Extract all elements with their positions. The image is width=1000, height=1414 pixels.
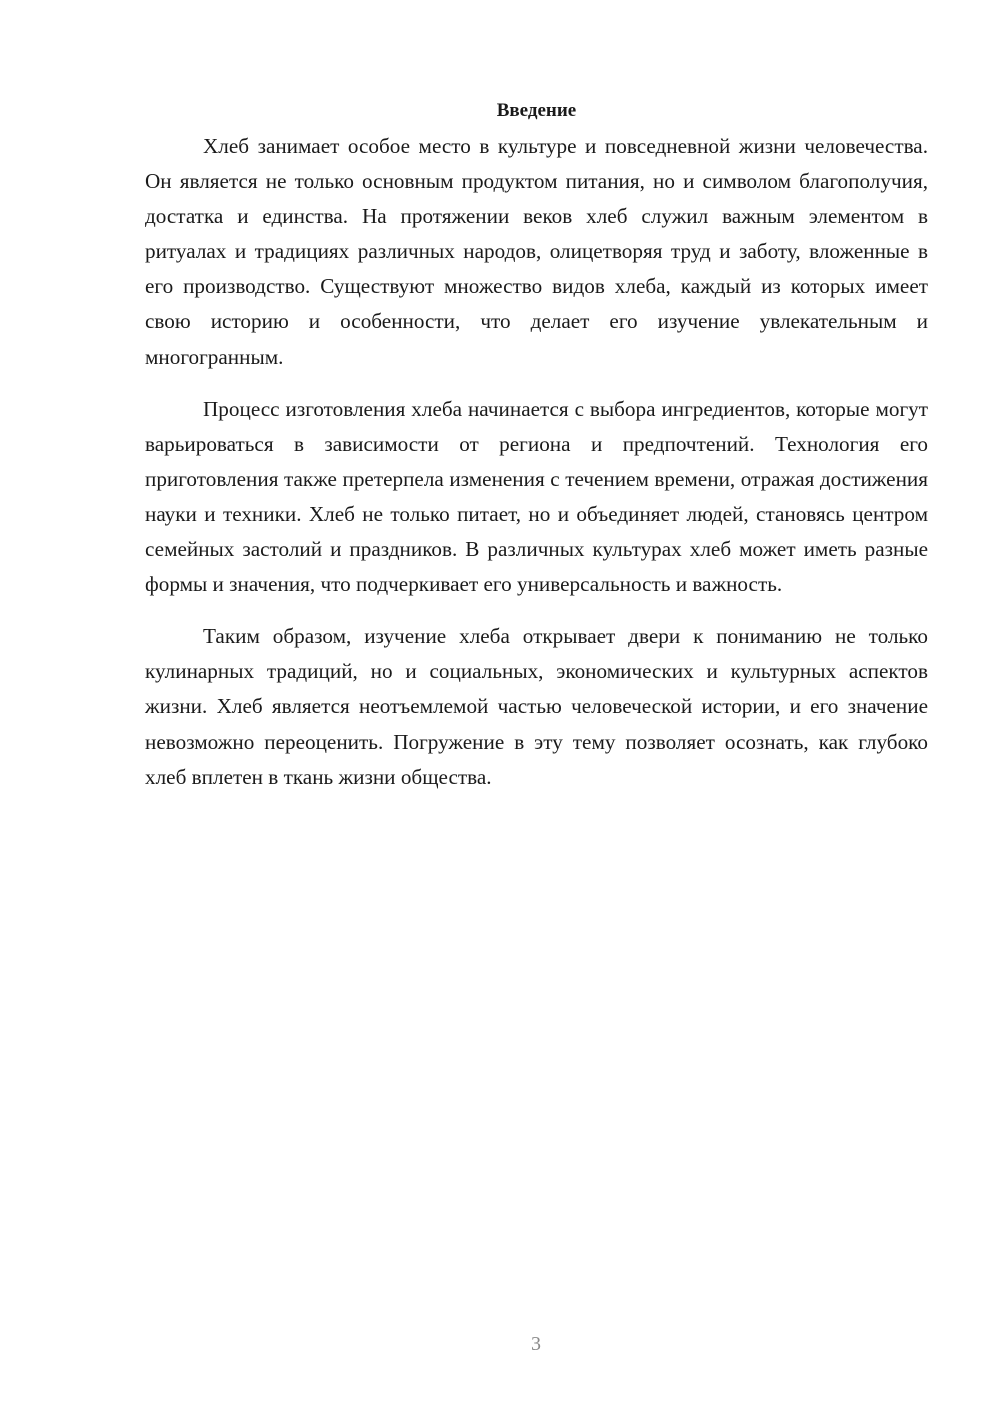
paragraph-1: Хлеб занимает особое место в культуре и повседневной жизни человечества. Он является не только основным продуктом питания, но и символом благополучия, достатка и единства. На протяжении веков хлеб служил важным элементом в ритуалах и традициях различных народов, олицетворяя труд и заботу, вложенные в его производство. Существуют множество видов хлеба, каждый из которых имеет свою историю и особенности, что делает его изучение увлекательным и многогранным. (145, 134, 928, 369)
page-content (145, 95, 928, 795)
page-number: 3 (531, 1333, 541, 1355)
paragraph-3: Таким образом, изучение хлеба открывает двери к пониманию не только кулинарных традиций, но и социальных, экономических и культурных аспектов жизни. Хлеб является неотъемлемой частью человеческой истории, и его значение невозможно переоценить. Погружение в эту тему позволяет осознать, как глубоко хлеб вплетен в ткань жизни общества. (145, 624, 928, 789)
paragraph-2: Процесс изготовления хлеба начинается с выбора ингредиентов, которые могут варьироваться в зависимости от региона и предпочтений. Технология его приготовления также претерпела изменения с течением времени, отражая достижения науки и техники. Хлеб не только питает, но и объединяет людей, становясь центром семейных застолий и праздников. В различных культурах хлеб может иметь разные формы и значения, что подчеркивает его универсальность и важность. (145, 396, 928, 597)
page-title: Введение (496, 100, 577, 121)
